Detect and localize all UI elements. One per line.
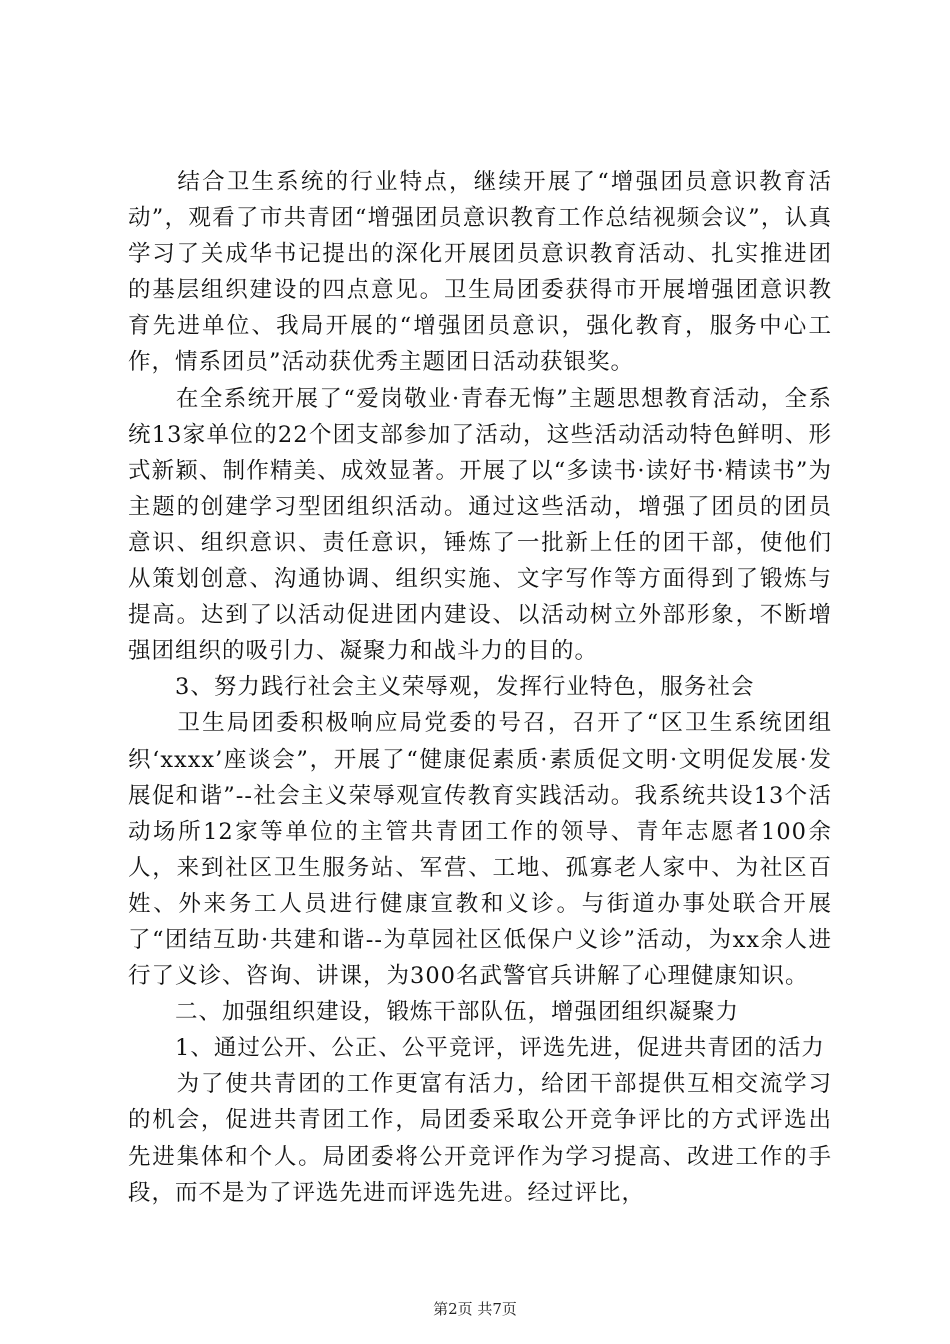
section-heading-open-evaluation: 1、通过公开、公正、公平竞评，评选先进，促进共青团的活力 <box>128 1035 825 1062</box>
section-heading-organization: 二、加强组织建设，锻炼干部队伍，增强团组织凝聚力 <box>128 999 740 1026</box>
paragraph-team-awareness: 结合卫生系统的行业特点，继续开展了“增强团员意识教育活动”，观看了市共青团“增强团员意识教育工作总结视频会议”，认真学习了关成华书记提出的深化开展团员意识教育活动、扎实推进团的基层组织建设的四点意见。卫生局团委获得市开展增强团意识教育先进单位、我局开展的“增强团员意识，强化教育，服务中心工作，情系团员”活动获优秀主题团日活动获银奖。 <box>128 169 832 376</box>
section-heading-honor-disgrace: 3、努力践行社会主义荣辱观，发挥行业特色，服务社会 <box>128 674 755 701</box>
page-number-footer: 第2页 共7页 <box>433 1300 517 1318</box>
paragraph-education-activities: 在全系统开展了“爱岗敬业·青春无悔”主题思想教育活动，全系统13家单位的22个团支部参加了活动，这些活动活动特色鲜明、形式新颖、制作精美、成效显著。开展了以“多读书·读好书·精读书”为主题的创建学习型团组织活动。通过这些活动，增强了团员的团员意识、组织意识、责任意识，锤炼了一批新上任的团干部，使他们从策划创意、沟通协调、组织实施、文字写作等方面得到了锻炼与提高。达到了以活动促进团内建设、以活动树立外部形象，不断增强团组织的吸引力、凝聚力和战斗力的目的。 <box>128 385 832 665</box>
document-body <box>128 164 832 1211</box>
paragraph-evaluation: 为了使共青团的工作更富有活力，给团干部提供互相交流学习的机会，促进共青团工作，局团委采取公开竞争评比的方式评选出先进集体和个人。局团委将公开竞评作为学习提高、改进工作的手段，而不是为了评选先进而评选先进。经过评比， <box>128 1071 832 1206</box>
paragraph-volunteer-service: 卫生局团委积极响应局党委的号召，召开了“区卫生系统团组织‘xxxx’座谈会”，开展了“健康促素质·素质促文明·文明促发展·发展促和谐”--社会主义荣辱观宣传教育实践活动。我系统共设13个活动场所12家等单位的主管共青团工作的领导、青年志愿者100余人，来到社区卫生服务站、军营、工地、孤寡老人家中、为社区百姓、外来务工人员进行健康宣教和义诊。与街道办事处联合开展了“团结互助·共建和谐--为草园社区低保户义诊”活动，为xx余人进行了义诊、咨询、讲课，为300名武警官兵讲解了心理健康知识。 <box>128 710 832 990</box>
